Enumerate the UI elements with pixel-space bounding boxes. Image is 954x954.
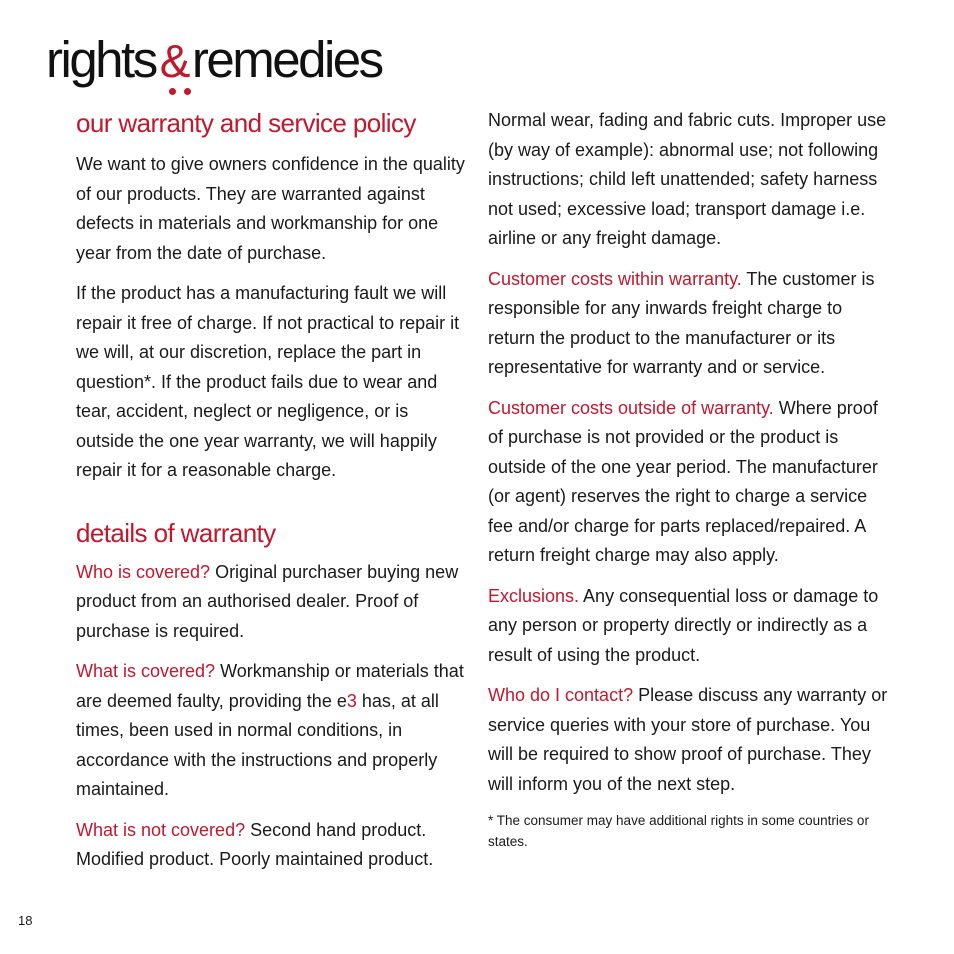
page-number: 18: [18, 913, 33, 928]
who-covered-text: Original purchaser buying new product from an authorised dealer. Proof of purchase is required.: [76, 561, 459, 641]
who-covered-paragraph: [76, 558, 468, 647]
costs-outside-text: Where proof of purchase is not provided or the product is outside of the one year period. The manufacturer (or agent) reserves the right to charge a service fee and/or charge for parts replaced/repaired. A return freight charge may also apply.: [488, 397, 878, 565]
policy-paragraph-2: If the product has a manufacturing fault we will repair it free of charge. If not practical to repair it we will, at our discretion, replace the part in question*. If the product fails due to wear and tear, accident, neglect or negligence, or is outside the one year warranty, we will happily repair it for a reasonable charge.: [76, 283, 460, 480]
wheel-dots-icon: [166, 87, 194, 95]
contact-paragraph: [488, 681, 888, 799]
not-covered-lead: What is not covered?: [76, 819, 246, 840]
contact-lead: Who do I contact?: [488, 685, 634, 705]
what-covered-paragraph: [76, 657, 468, 805]
right-column: [488, 106, 888, 863]
details-heading: details of warranty: [76, 517, 276, 548]
what-covered-lead: What is covered?: [76, 661, 216, 681]
model-number: 3: [346, 690, 357, 711]
title-rights: rights: [46, 31, 156, 88]
left-column: [76, 106, 468, 886]
costs-outside-paragraph: [488, 394, 888, 571]
costs-within-paragraph: [488, 265, 888, 383]
what-covered-text-before: Workmanship or materials that are deemed faulty, providing the e: [76, 661, 464, 711]
page-title: [46, 28, 382, 93]
costs-outside-lead: Customer costs outside of warranty.: [488, 397, 774, 418]
policy-paragraph-1: We want to give owners confidence in the quality of our products. They are warranted against defects in materials and workmanship for one year from the date of purchase.: [76, 154, 465, 263]
warranty-policy-heading: our warranty and service policy: [76, 108, 416, 138]
not-covered-text: Second hand product. Modified product. Poorly maintained product.: [76, 819, 434, 869]
exclusions-lead: Exclusions.: [488, 585, 580, 606]
exclusions-text: Any consequential loss or damage to any person or property directly or indirectly as a result of using the product.: [488, 585, 879, 665]
footnote: * The consumer may have additional rights in some countries or states.: [488, 813, 869, 849]
contact-text: Please discuss any warranty or service queries with your store of purchase. You will be required to show proof of purchase. They will inform you of the next step.: [488, 685, 888, 794]
who-covered-lead: Who is covered?: [76, 561, 211, 582]
costs-within-text: The customer is responsible for any inwards freight charge to return the product to the manufacturer or its representative for warranty and or service.: [488, 268, 875, 377]
what-covered-text-after: has, at all times, been used in normal conditions, in accordance with the instructions and properly maintained.: [76, 690, 439, 799]
costs-within-lead: Customer costs within warranty.: [488, 268, 742, 289]
ampersand-logo: &: [160, 29, 188, 93]
exclusions-paragraph: [488, 582, 888, 671]
not-covered-paragraph: [76, 816, 468, 875]
not-covered-continued: Normal wear, fading and fabric cuts. Improper use (by way of example): abnormal use; not following instructions; child left unattended; safety harness not used; excessive load; transport damage i.e. airline or any freight damage.: [488, 110, 887, 248]
title-remedies: remedies: [191, 31, 382, 88]
